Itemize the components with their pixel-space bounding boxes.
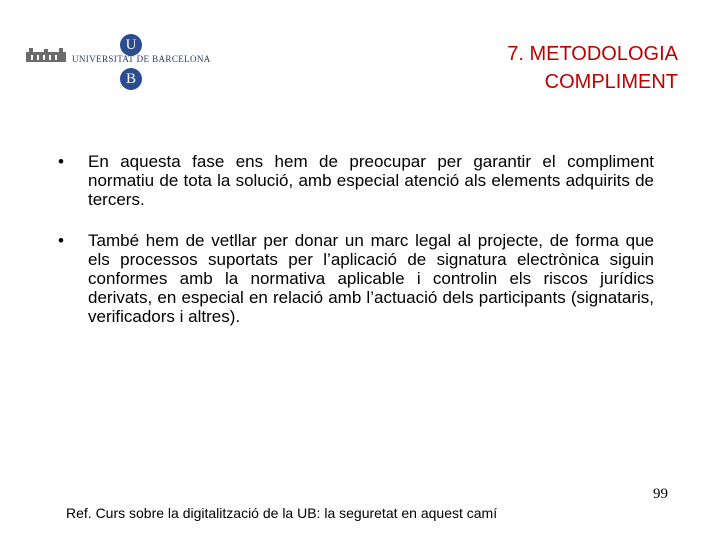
page-number: 99 <box>653 486 668 502</box>
footer-reference: Ref. Curs sobre la digitalització de la UB: la seguretat en aquest camí <box>66 505 498 521</box>
logo-u-badge: U <box>120 34 142 56</box>
bullet-icon: • <box>58 152 64 171</box>
bullet-text: En aquesta fase ens hem de preocupar per garantir el compliment normatiu de tota la solució, amb especial atenció als elements adquirits de tercers. <box>88 152 654 209</box>
title-line-2: COMPLIMENT <box>544 71 678 93</box>
bullet-icon: • <box>58 231 64 250</box>
bullet-list <box>58 152 654 348</box>
logo-b-badge: B <box>120 68 142 90</box>
bullet-item <box>58 152 654 209</box>
bullet-text: També hem de vetllar per donar un marc legal al projecte, de forma que els processos suportats per l’aplicació de signatura electrònica siguin conformes amb la normativa aplicable i controlin els riscos jurídics derivats, en especial en relació amb l’actuació dels participants (signataris, verificadors i altres). <box>88 231 654 326</box>
university-logo <box>26 34 211 90</box>
title-line-1: 7. METODOLOGIA <box>507 43 678 65</box>
building-icon <box>26 48 66 62</box>
slide-title <box>507 40 678 96</box>
bullet-item <box>58 231 654 326</box>
university-name: UNIVERSITAT DE BARCELONA <box>72 54 211 64</box>
